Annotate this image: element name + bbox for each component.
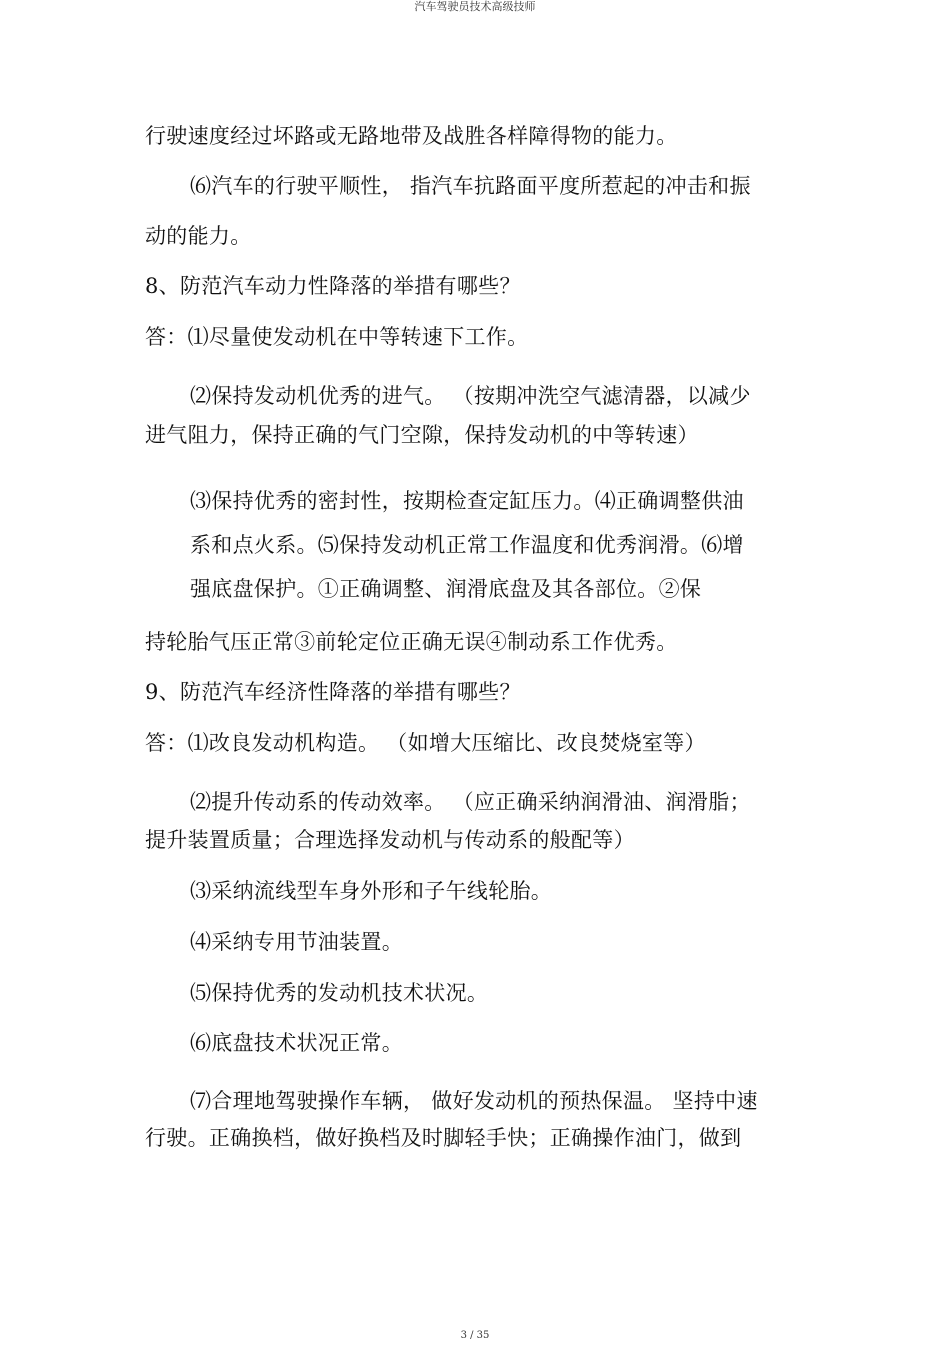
answer-line: 答：⑴尽量使发动机在中等转速下工作。 xyxy=(145,325,529,349)
text-line: ⑹底盘技术状况正常。 xyxy=(190,1031,403,1055)
question-heading: 8、防范汽车动力性降落的举措有哪些？ xyxy=(145,274,521,298)
answer-line: 答：⑴改良发动机构造。 （如增大压缩比、改良焚烧室等） xyxy=(145,731,706,755)
text-line: ⑸保持优秀的发动机技术状况。 xyxy=(190,981,489,1005)
page-header-title: 汽车驾驶员技术高级技师 xyxy=(414,0,536,13)
text-line: 进气阻力，保持正确的气门空隙，保持发动机的中等转速） xyxy=(145,423,699,447)
text-line: ⑺合理地驾驶操作车辆， 做好发动机的预热保温。 坚持中速 xyxy=(190,1089,758,1113)
text-line: ⑵保持发动机优秀的进气。 （按期冲洗空气滤清器，以减少 xyxy=(190,384,751,408)
text-line: ⑷采纳专用节油装置。 xyxy=(190,930,403,954)
text-line: 行驶。正确换档，做好换档及时脚轻手快；正确操作油门，做到 xyxy=(145,1126,742,1150)
text-line: ⑶采纳流线型车身外形和子午线轮胎。 xyxy=(190,879,553,903)
question-heading: 9、防范汽车经济性降落的举措有哪些？ xyxy=(145,680,521,704)
text-line: 提升装置质量；合理选择发动机与传动系的般配等） xyxy=(145,828,635,852)
text-line: 系和点火系。⑸保持发动机正常工作温度和优秀润滑。⑹增 xyxy=(190,533,744,557)
text-line: ⑹汽车的行驶平顺性， 指汽车抗路面平度所惹起的冲击和振 xyxy=(190,174,751,198)
text-line: ⑶保持优秀的密封性，按期检查定缸压力。⑷正确调整供油 xyxy=(190,489,744,513)
text-line: 行驶速度经过坏路或无路地带及战胜各样障得物的能力。 xyxy=(145,124,678,148)
page-number: 3 / 35 xyxy=(460,1330,490,1341)
text-line: 持轮胎气压正常③前轮定位正确无误④制动系工作优秀。 xyxy=(145,630,678,654)
text-line: 动的能力。 xyxy=(145,224,252,248)
text-line: 强底盘保护。①正确调整、润滑底盘及其各部位。②保 xyxy=(190,577,702,601)
text-line: ⑵提升传动系的传动效率。 （应正确采纳润滑油、润滑脂； xyxy=(190,790,751,814)
